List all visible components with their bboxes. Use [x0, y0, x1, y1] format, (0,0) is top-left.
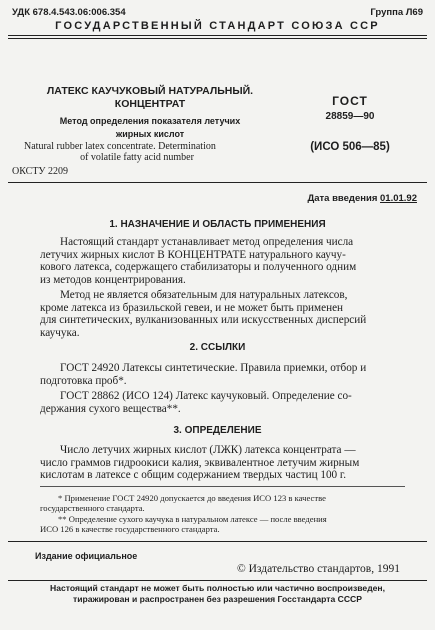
footnote-1-line-1: * Применение ГОСТ 24920 допускается до введения ИСО 123 в качестве	[58, 493, 326, 503]
edition-label: Издание официальное	[35, 551, 138, 561]
footnotes	[40, 493, 410, 535]
group-code: Группа Л69	[370, 7, 423, 18]
title-ru-line-1: ЛАТЕКС КАУЧУКОВЫЙ НАТУРАЛЬНЫЙ.	[46, 85, 254, 97]
footer-notice-line-2: тиражирован и распространен без разрешения Госстандарта СССР	[73, 594, 362, 604]
s1-p1-line-2: летучих жирных кислот В КОНЦЕНТРАТЕ натурального каучу-	[40, 248, 346, 261]
s3-p1-line-3: кислотам в латексе с общим содержанием твердых частиц 100 г.	[40, 469, 347, 482]
section-2-title: 2. ССЫЛКИ	[189, 342, 246, 353]
section-3-title: 3. ОПРЕДЕЛЕНИЕ	[173, 425, 262, 436]
section-1-paragraph-1	[40, 236, 405, 286]
header-top-rule	[8, 35, 427, 36]
footer-notice-rule	[8, 580, 427, 581]
title-block-right	[300, 94, 400, 153]
iso-reference: (ИСО 506—85)	[310, 141, 390, 153]
title-en-line-2: of volatile fatty acid number	[80, 152, 194, 163]
header-bottom-rule	[8, 38, 427, 39]
section-1-paragraph-2	[40, 289, 405, 339]
standard-title: ГОСУДАРСТВЕННЫЙ СТАНДАРТ СОЮЗА ССР	[55, 20, 380, 32]
title-ru-line-2: КОНЦЕНТРАТ	[114, 98, 186, 110]
footer-notice	[0, 583, 435, 605]
method-ru-line-2: жирных кислот	[115, 129, 185, 139]
section-3-paragraph-1	[40, 444, 405, 482]
title-en-line-1: Natural rubber latex concentrate. Determination	[24, 141, 216, 152]
s3-p1-line-1: Число летучих жирных кислот (ЛЖК) латекса концентрата —	[60, 444, 356, 456]
s2-p1-line-1: ГОСТ 24920 Латексы синтетические. Правила приемки, отбор и	[60, 362, 367, 374]
footnote-2-line-2: ИСО 126 в качестве государственного стандарта.	[40, 524, 220, 535]
okstu-code: ОКСТУ 2209	[12, 166, 69, 177]
s2-p2-line-2: держания сухого вещества**.	[40, 402, 181, 415]
gost-label: ГОСТ	[332, 94, 368, 108]
s3-p1-line-2: число граммов гидроокиси калия, эквивалентное летучим жирным	[40, 456, 360, 469]
footer-rule	[8, 541, 427, 542]
section-1-title: 1. НАЗНАЧЕНИЕ И ОБЛАСТЬ ПРИМЕНЕНИЯ	[109, 219, 326, 230]
s2-p1-line-2: подготовка проб*.	[40, 374, 127, 387]
title-en	[12, 141, 262, 163]
footnote-1-line-2: государственного стандарта.	[40, 503, 145, 514]
udk-code: УДК 678.4.543.06:006.354	[12, 7, 126, 18]
s1-p2-line-1: Метод не является обязательным для натуральных латексов,	[60, 289, 348, 301]
s2-p2-line-1: ГОСТ 28862 (ИСО 124) Латекс каучуковый. Определение со-	[60, 390, 352, 402]
method-ru-line-1: Метод определения показателя летучих	[59, 116, 241, 126]
intro-date-value: 01.01.92	[380, 193, 417, 204]
s1-p1-line-4: из методов концентрирования.	[40, 273, 186, 286]
section-2-paragraph-2	[40, 390, 405, 415]
s1-p2-line-2: кроме латекса из бразильской гевеи, и не может быть применен	[40, 301, 344, 314]
footnote-rule	[40, 486, 405, 487]
section-2-paragraph-1	[40, 362, 405, 387]
footnote-2-line-1: ** Определение сухого каучука в натуральном латексе — после введения	[58, 513, 327, 524]
gost-number: 28859—90	[325, 111, 375, 122]
title-block-left	[40, 85, 260, 141]
title-block-rule	[8, 182, 427, 183]
intro-date-label: Дата введения	[307, 193, 378, 204]
s1-p1-line-3: кового латекса, содержащего стабилизаторы и полученного одним	[40, 261, 357, 274]
s1-p2-line-3: для синтетических, вулканизованных или искусственных дисперсий	[40, 314, 367, 327]
s1-p2-line-4: каучука.	[40, 326, 80, 339]
footer-notice-line-1: Настоящий стандарт не может быть полностью или частично воспроизведен,	[49, 583, 386, 593]
copyright: © Издательство стандартов, 1991	[236, 563, 400, 575]
intro-date	[307, 193, 417, 204]
s1-p1-line-1: Настоящий стандарт устанавливает метод определения числа	[60, 236, 354, 248]
